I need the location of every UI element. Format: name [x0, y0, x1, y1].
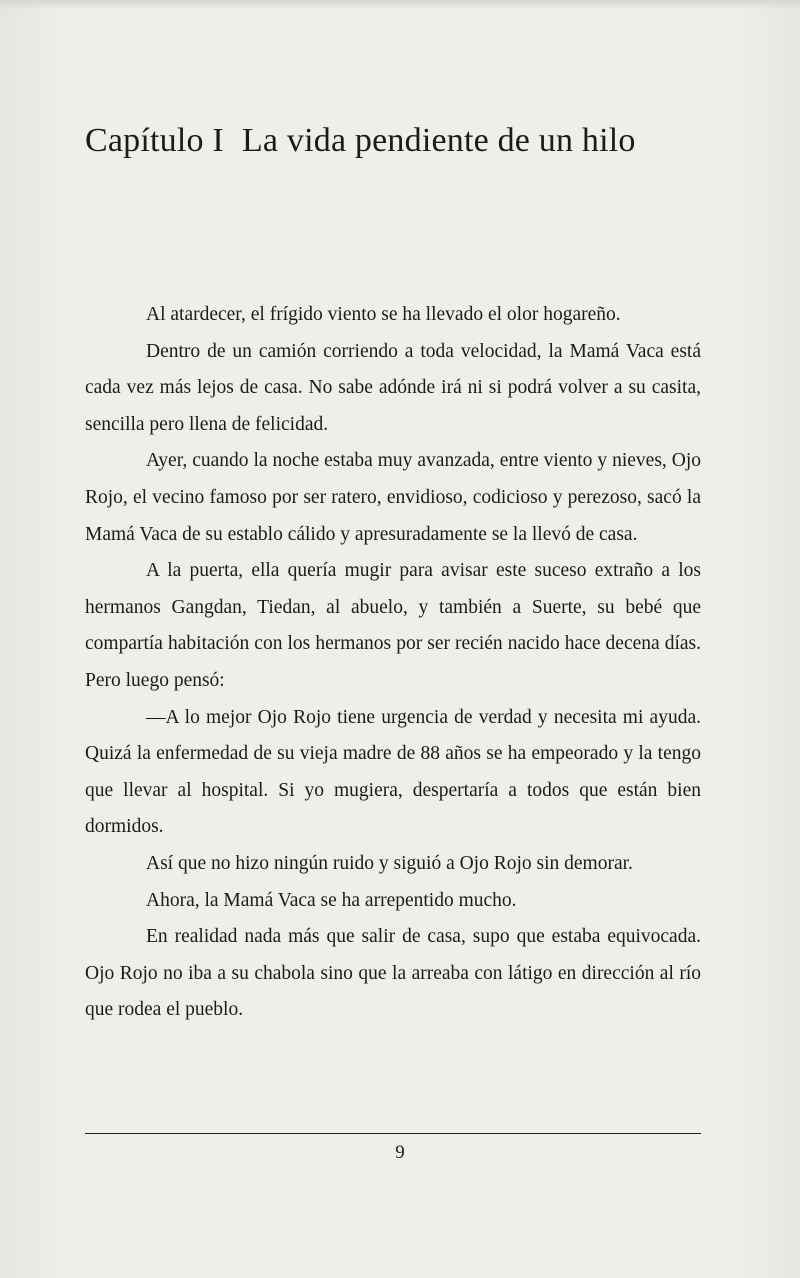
page-top-edge	[0, 0, 800, 10]
paragraph: A la puerta, ella quería mugir para avisar este suceso extraño a los hermanos Gangdan, Tiedan, al abuelo, y también a Suerte, su bebé que compartía habitación con los hermanos por ser recién nacido hace decena días. Pero luego pensó:	[85, 560, 701, 691]
paragraph: Así que no hizo ningún ruido y siguió a Ojo Rojo sin demorar.	[146, 852, 633, 874]
footer-rule	[85, 1133, 701, 1134]
paragraph: Dentro de un camión corriendo a toda velocidad, la Mamá Vaca está cada vez más lejos de casa. No sabe adónde irá ni si podrá volver a su casita, sencilla pero llena de felicidad.	[85, 340, 701, 435]
chapter-heading	[85, 118, 725, 164]
chapter-title: La vida pendiente de un hilo	[241, 122, 636, 159]
paragraph: Ahora, la Mamá Vaca se ha arrepentido mucho.	[146, 889, 517, 911]
paragraph: —A lo mejor Ojo Rojo tiene urgencia de verdad y necesita mi ayuda. Quizá la enfermedad de su vieja madre de 88 años se ha empeorado y la tengo que llevar al hospital. Si yo mugiera, despertaría a todos que están bien dormidos.	[85, 706, 701, 838]
chapter-number: Capítulo I	[85, 122, 224, 159]
page-number: 9	[395, 1142, 405, 1163]
chapter-body	[85, 297, 701, 1029]
paragraph: Ayer, cuando la noche estaba muy avanzada, entre viento y nieves, Ojo Rojo, el vecino famoso por ser ratero, envidioso, codicioso y perezoso, sacó la Mamá Vaca de su establo cálido y apresuradamente se la llevó de casa.	[85, 450, 701, 545]
paragraph: En realidad nada más que salir de casa, supo que estaba equivocada. Ojo Rojo no iba a su chabola sino que la arreaba con látigo en dirección al río que rodea el pueblo.	[85, 926, 701, 1021]
paragraph: Al atardecer, el frígido viento se ha llevado el olor hogareño.	[146, 304, 621, 325]
